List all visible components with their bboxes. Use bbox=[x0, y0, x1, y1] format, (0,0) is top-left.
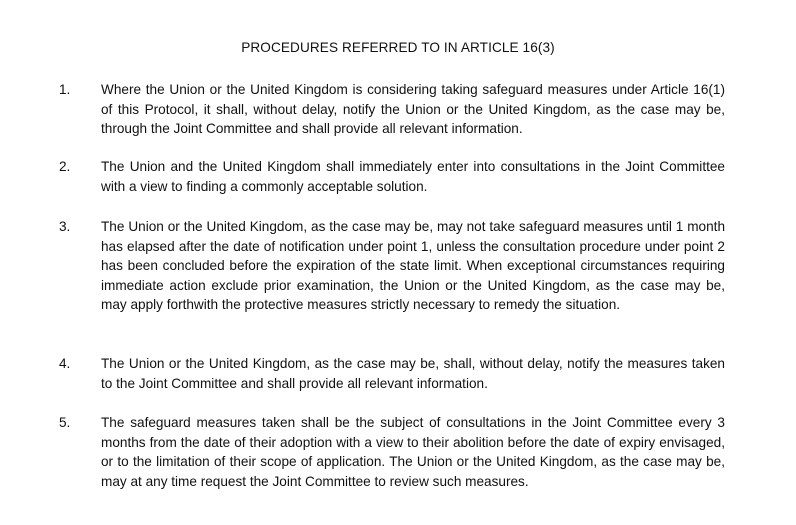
page-title: PROCEDURES REFERRED TO IN ARTICLE 16(3) bbox=[241, 40, 555, 55]
item-text: Where the Union or the United Kingdom is considering taking safeguard measures under Article 16(1) of this Protocol, it shall, without delay, notify the Union or the United Kingdom, as the case may be, through the Joint Committee and shall provide all relevant information. bbox=[101, 82, 725, 137]
item-text: The Union or the United Kingdom, as the case may be, shall, without delay, notify the measures taken to the Joint Committee and shall provide all relevant information. bbox=[101, 356, 725, 391]
item-number: 5. bbox=[59, 415, 71, 430]
item-number: 4. bbox=[59, 356, 71, 371]
item-text: The safeguard measures taken shall be the subject of consultations in the Joint Committee every 3 months from the date of their adoption with a view to their abolition before the date of expiry envisaged, or to the limitation of their scope of application. The Union or the United Kingdom, as the case may be, may at any time request the Joint Committee to review such measures. bbox=[101, 415, 725, 489]
item-number: 3. bbox=[59, 219, 71, 234]
item-number: 2. bbox=[59, 159, 71, 174]
item-text: The Union or the United Kingdom, as the case may be, may not take safeguard measures until 1 month has elapsed after the date of notification under point 1, unless the consultation procedure under point 2 has been concluded before the expiration of the state limit. When exceptional circumstances requiring immediate action exclude prior examination, the Union or the United Kingdom, as the case may be, may apply forthwith the protective measures strictly necessary to remedy the situation. bbox=[101, 219, 725, 313]
item-text: The Union and the United Kingdom shall immediately enter into consultations in the Joint Committee with a view to finding a commonly acceptable solution. bbox=[101, 159, 725, 194]
item-number: 1. bbox=[59, 82, 71, 97]
